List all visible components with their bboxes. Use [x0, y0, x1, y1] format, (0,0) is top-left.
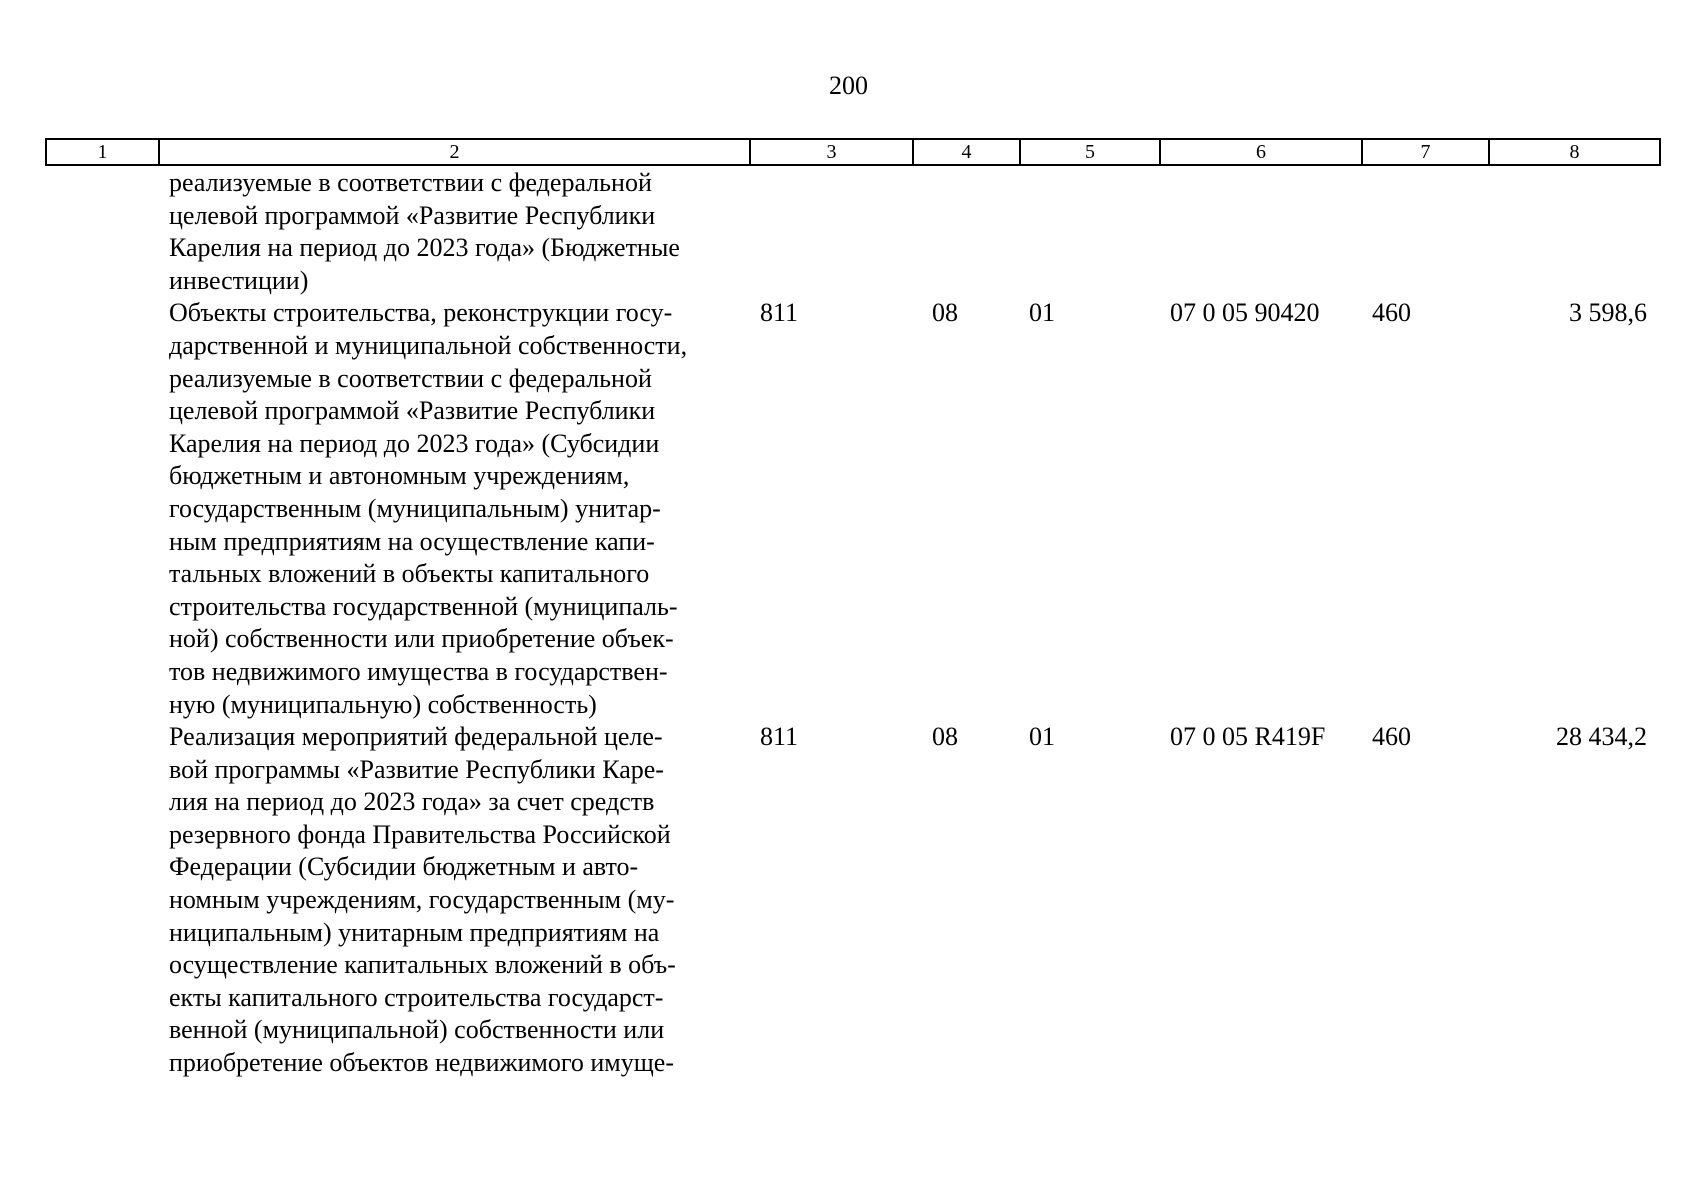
description-line: приобретение объектов недвижимого имуще-	[169, 1048, 674, 1078]
description-line: лия на период до 2023 года» за счет средств	[169, 787, 655, 817]
section-code-cell	[912, 167, 1019, 297]
ministry-code-cell	[749, 167, 912, 297]
header-col-3: 3	[750, 139, 913, 165]
description-line: ным предприятиям на осуществление капи-	[169, 526, 655, 556]
header-col-7: 7	[1362, 139, 1489, 165]
amount-cell: 3 598,6	[1569, 298, 1647, 328]
header-col-6: 6	[1160, 139, 1362, 165]
table-row	[45, 297, 1659, 721]
amount-cell: 28 434,2	[1556, 722, 1647, 752]
description-line: вой программы «Развитие Республики Каре-	[169, 754, 664, 784]
target-article-cell	[1159, 167, 1361, 297]
description-line: бюджетным и автономным учреждениям,	[169, 461, 630, 491]
row-number-cell	[45, 167, 158, 297]
row-description-cell	[158, 721, 749, 1080]
ministry-code-cell: 811	[760, 722, 799, 752]
header-col-4: 4	[913, 139, 1020, 165]
expense-type-cell	[1361, 167, 1488, 297]
description-line: номным учреждениям, государственным (му-	[169, 885, 675, 915]
description-line: осуществление капитальных вложений в объ-	[169, 950, 676, 980]
subsection-code-cell: 01	[1029, 298, 1055, 328]
amount-cell	[1488, 167, 1659, 297]
description-line: Реализация мероприятий федеральной целе-	[169, 722, 663, 752]
description-line: государственным (муниципальным) унитар-	[169, 493, 661, 523]
header-col-1: 1	[46, 139, 159, 165]
description-line: ниципальным) унитарным предприятиям на	[169, 917, 660, 947]
description-line: дарственной и муниципальной собственности,	[169, 330, 688, 360]
description-line: целевой программой «Развитие Республики	[169, 200, 656, 230]
subsection-code-cell	[1019, 167, 1159, 297]
header-col-8: 8	[1489, 139, 1660, 165]
budget-table-body	[45, 167, 1659, 1080]
subsection-code-cell: 01	[1029, 722, 1055, 752]
description-line: Объекты строительства, реконструкции госу-	[169, 298, 673, 328]
description-line: Карелия на период до 2023 года» (Субсидии	[169, 428, 660, 458]
description-line: строительства государственной (муниципаль-	[169, 591, 678, 621]
description-line: Карелия на период до 2023 года» (Бюджетные	[169, 233, 680, 263]
header-col-2: 2	[159, 139, 750, 165]
page-number: 200	[829, 71, 868, 100]
target-article-cell: 07 0 05 R419F	[1170, 722, 1326, 752]
description-line: венной (муниципальной) собственности или	[169, 1015, 665, 1045]
description-line: инвестиции)	[169, 265, 309, 295]
section-code-cell: 08	[932, 298, 958, 328]
header-col-5: 5	[1020, 139, 1160, 165]
description-line: ную (муниципальную) собственность)	[169, 689, 597, 719]
description-line: реализуемые в соответствии с федеральной	[169, 168, 652, 197]
row-number-cell	[45, 297, 158, 721]
expense-type-cell: 460	[1372, 722, 1411, 752]
expense-type-cell: 460	[1372, 298, 1411, 328]
description-line: резервного фонда Правительства Российской	[169, 819, 671, 849]
description-line: тов недвижимого имущества в государствен-	[169, 656, 668, 686]
table-row	[45, 167, 1659, 297]
description-line: целевой программой «Развитие Республики	[169, 396, 656, 426]
description-line: Федерации (Субсидии бюджетным и авто-	[169, 852, 639, 882]
row-number-cell	[45, 721, 158, 1080]
row-description-cell	[158, 167, 749, 297]
description-line: тальных вложений в объекты капитального	[169, 559, 650, 589]
section-code-cell: 08	[932, 722, 958, 752]
description-line: екты капитального строительства государст-	[169, 982, 664, 1012]
description-line: ной) собственности или приобретение объек-	[169, 624, 674, 654]
table-row	[45, 721, 1659, 1080]
column-number-header	[45, 138, 1661, 166]
row-description-cell	[158, 297, 749, 721]
target-article-cell: 07 0 05 90420	[1170, 298, 1320, 328]
ministry-code-cell: 811	[760, 298, 799, 328]
description-line: реализуемые в соответствии с федеральной	[169, 363, 652, 393]
